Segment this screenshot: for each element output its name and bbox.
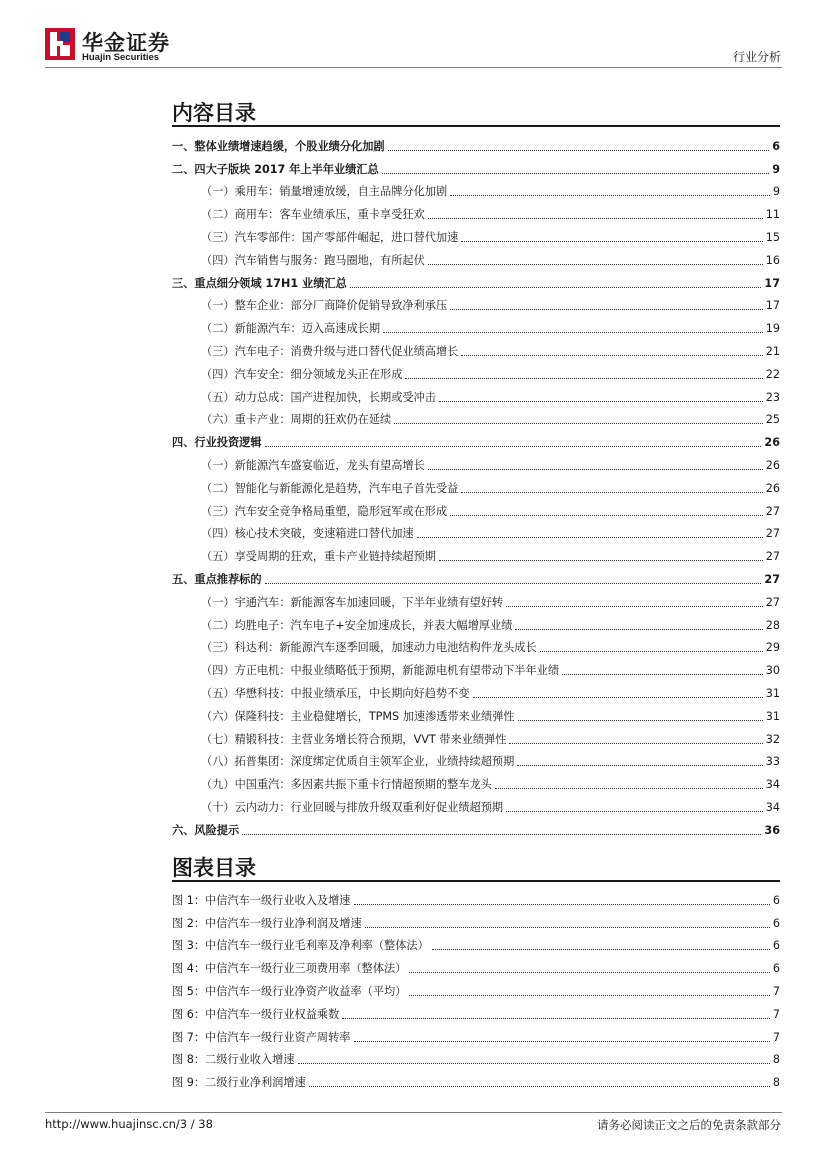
dot-leader <box>428 264 763 265</box>
toc-entry-label: （五）动力总成：国产进程加快，长期或受冲击 <box>201 390 436 404</box>
toc-entry-label: （一）新能源汽车盛宴临近，龙头有望高增长 <box>201 458 425 472</box>
toc-entry-label: （五）华懋科技：中报业绩承压，中长期向好趋势不变 <box>201 686 470 700</box>
dot-leader <box>450 309 763 310</box>
toc-entry-page: 27 <box>765 504 780 518</box>
toc-entry-label: （七）精锻科技：主营业务增长符合预期，VVT 带来业绩弹性 <box>201 732 507 746</box>
toc-entry-label: （五）享受周期的狂欢，重卡产业链持续超预期 <box>201 550 436 564</box>
toc-entry-label: （四）核心技术突破，变速箱进口替代加速 <box>201 527 414 541</box>
dot-leader <box>495 788 763 789</box>
dot-leader <box>515 629 762 630</box>
dot-leader <box>265 446 762 447</box>
toc-entry-page: 25 <box>765 413 780 427</box>
toc-entry-label: （二）均胜电子：汽车电子+安全加速成长，并表大幅增厚业绩 <box>201 618 513 632</box>
toc-entry-label: （二）智能化与新能源化是趋势，汽车电子首先受益 <box>201 481 459 495</box>
toc-entry-page: 26 <box>764 436 780 450</box>
toc-entry[interactable] <box>172 313 780 336</box>
dot-leader <box>409 995 769 996</box>
toc-entry-page: 28 <box>765 618 780 632</box>
dot-leader <box>354 1041 770 1042</box>
toc-entry[interactable] <box>172 678 780 701</box>
dot-leader <box>540 651 763 652</box>
toc-entry-page: 19 <box>765 322 780 336</box>
toc-entry-page: 6 <box>772 139 780 153</box>
footer-disclaimer: 请务必阅读正文之后的免责条款部分 <box>597 1118 781 1132</box>
toc-entry[interactable] <box>172 769 780 792</box>
figure-entry-label: 图 1：中信汽车一级行业收入及增速 <box>172 893 351 907</box>
figures-title: 图表目录 <box>172 856 256 880</box>
toc-entry-label: （六）重卡产业：周期的狂欢仍在延续 <box>201 413 392 427</box>
toc-entry[interactable] <box>172 564 780 587</box>
report-type: 行业分析 <box>732 50 781 64</box>
toc-entry-label: 二、四大子版块 2017 年上半年业绩汇总 <box>172 162 379 176</box>
figure-entry-label: 图 2：中信汽车一级行业净利润及增速 <box>172 916 362 930</box>
dot-leader <box>388 150 770 151</box>
toc-entry-label: 五、重点推荐标的 <box>172 572 262 586</box>
toc-entry[interactable] <box>172 541 780 564</box>
huajin-logo-icon <box>45 28 75 60</box>
toc-entry-page: 34 <box>765 778 780 792</box>
toc-entry-label: （一）整车企业：部分厂商降价促销导致净利承压 <box>201 299 448 313</box>
figure-entry-page: 6 <box>772 962 780 976</box>
toc-entry-label: （二）新能源汽车：迈入高速成长期 <box>201 322 381 336</box>
dot-leader <box>342 1018 770 1019</box>
dot-leader <box>461 241 762 242</box>
toc-entry-page: 26 <box>765 458 780 472</box>
toc-entry-page: 31 <box>765 686 780 700</box>
toc-entry-label: （三）汽车安全竞争格局重塑，隐形冠军或在形成 <box>201 504 448 518</box>
toc-entry[interactable] <box>172 291 780 314</box>
toc-entry[interactable] <box>172 154 780 177</box>
toc-entry-page: 22 <box>765 367 780 381</box>
figure-entry[interactable] <box>172 1067 780 1090</box>
toc-entry-page: 15 <box>765 230 780 244</box>
toc-entry-label: （四）汽车安全：细分领域龙头正在形成 <box>201 367 403 381</box>
toc-entry-label: 一、整体业绩增速趋缓，个股业绩分化加剧 <box>172 139 385 153</box>
toc-title: 内容目录 <box>172 101 256 125</box>
toc-entry-label: （十）云内动力：行业回暖与排放升级双重利好促业绩超预期 <box>201 800 504 814</box>
toc-entry[interactable] <box>172 222 780 245</box>
toc-list <box>172 131 780 838</box>
toc-entry-page: 26 <box>765 481 780 495</box>
figure-entry-label: 图 7：中信汽车一级行业资产周转率 <box>172 1030 351 1044</box>
page-header <box>0 0 827 70</box>
figure-entry[interactable] <box>172 908 780 931</box>
figure-entry-page: 7 <box>772 984 780 998</box>
toc-entry[interactable] <box>172 382 780 405</box>
figure-entry-page: 6 <box>772 916 780 930</box>
toc-entry-label: 四、行业投资逻辑 <box>172 436 262 450</box>
figure-entry-page: 8 <box>772 1053 780 1067</box>
dot-leader <box>428 469 763 470</box>
toc-entry-page: 27 <box>765 550 780 564</box>
toc-entry-label: （三）科达利：新能源汽车逐季回暖，加速动力电池结构件龙头成长 <box>201 641 537 655</box>
dot-leader <box>394 423 763 424</box>
toc-entry[interactable] <box>172 587 780 610</box>
toc-entry-page: 34 <box>765 800 780 814</box>
dot-leader <box>506 606 763 607</box>
toc-entry-page: 23 <box>765 390 780 404</box>
toc-entry-label: （四）汽车销售与服务：跑马圈地，有所起伏 <box>201 253 425 267</box>
toc-entry-label: （三）汽车零部件：国产零部件崛起，进口替代加速 <box>201 230 459 244</box>
toc-entry-page: 36 <box>764 823 780 837</box>
toc-entry-page: 33 <box>765 755 780 769</box>
dot-leader <box>473 697 763 698</box>
toc-entry[interactable] <box>172 268 780 291</box>
toc-entry-label: 六、风险提示 <box>172 823 240 837</box>
toc-entry-page: 17 <box>765 299 780 313</box>
figure-entry[interactable] <box>172 999 780 1022</box>
toc-entry[interactable] <box>172 655 780 678</box>
figure-entry-label: 图 9：二级行业净利润增速 <box>172 1076 306 1090</box>
header-divider <box>45 67 782 68</box>
dot-leader <box>265 583 762 584</box>
toc-entry[interactable] <box>172 496 780 519</box>
brand-name-cn: 华金证券 <box>82 31 170 55</box>
dot-leader <box>509 743 762 744</box>
toc-entry[interactable] <box>172 815 780 838</box>
toc-entry-label: （一）乘用车：销量增速放缓，自主品牌分化加剧 <box>201 185 448 199</box>
dot-leader <box>506 811 763 812</box>
dot-leader <box>309 1086 770 1087</box>
figures-title-rule <box>172 880 780 882</box>
dot-leader <box>298 1063 770 1064</box>
dot-leader <box>428 218 763 219</box>
toc-entry[interactable] <box>172 199 780 222</box>
toc-entry-label: （六）保隆科技：主业稳健增长，TPMS 加速渗透带来业绩弹性 <box>201 709 515 723</box>
figure-entry[interactable] <box>172 1022 780 1045</box>
dot-leader <box>517 765 762 766</box>
figure-entry-label: 图 8：二级行业收入增速 <box>172 1053 295 1067</box>
toc-entry-label: （九）中国重汽：多因素共振下重卡行情超预期的整车龙头 <box>201 778 492 792</box>
toc-entry[interactable] <box>172 336 780 359</box>
dot-leader <box>518 720 763 721</box>
figure-entry[interactable] <box>172 976 780 999</box>
dot-leader <box>450 515 763 516</box>
figure-entry[interactable] <box>172 885 780 908</box>
dot-leader <box>354 904 770 905</box>
figure-entry[interactable] <box>172 953 780 976</box>
toc-entry-page: 9 <box>772 185 780 199</box>
dot-leader <box>562 674 763 675</box>
figure-entry-page: 7 <box>772 1007 780 1021</box>
toc-entry[interactable] <box>172 633 780 656</box>
toc-entry-label: （一）宇通汽车：新能源客车加速回暖，下半年业绩有望好转 <box>201 595 504 609</box>
toc-entry-label: 三、重点细分领域 17H1 业绩汇总 <box>172 276 347 290</box>
figure-entry-label: 图 4：中信汽车一级行业三项费用率（整体法） <box>172 962 407 976</box>
toc-entry-page: 32 <box>765 732 780 746</box>
dot-leader <box>417 537 763 538</box>
toc-entry[interactable] <box>172 610 780 633</box>
figure-entry-page: 6 <box>772 893 780 907</box>
dot-leader <box>365 927 770 928</box>
dot-leader <box>439 560 763 561</box>
figures-list <box>172 885 780 1090</box>
figure-entry[interactable] <box>172 1045 780 1068</box>
toc-entry[interactable] <box>172 701 780 724</box>
dot-leader <box>350 287 762 288</box>
toc-title-rule <box>172 125 780 127</box>
figure-entry-page: 8 <box>772 1076 780 1090</box>
toc-entry[interactable] <box>172 473 780 496</box>
dot-leader <box>382 173 769 174</box>
toc-entry[interactable] <box>172 177 780 200</box>
toc-entry[interactable] <box>172 245 780 268</box>
dot-leader <box>461 492 762 493</box>
toc-entry[interactable] <box>172 747 780 770</box>
dot-leader <box>242 834 761 835</box>
toc-entry-label: （八）拓普集团：深度绑定优质自主领军企业，业绩持续超预期 <box>201 755 515 769</box>
figure-entry-label: 图 3：中信汽车一级行业毛利率及净利率（整体法） <box>172 939 429 953</box>
figure-entry[interactable] <box>172 931 780 954</box>
footer-divider <box>45 1112 782 1113</box>
dot-leader <box>409 972 769 973</box>
toc-entry-page: 16 <box>765 253 780 267</box>
toc-entry[interactable] <box>172 519 780 542</box>
dot-leader <box>439 401 763 402</box>
toc-entry-page: 27 <box>764 572 780 586</box>
toc-entry-page: 29 <box>765 641 780 655</box>
figure-entry-label: 图 5：中信汽车一级行业净资产收益率（平均） <box>172 984 407 998</box>
brand-name-en: Huajin Securities <box>82 52 160 63</box>
toc-entry-page: 11 <box>765 208 780 222</box>
toc-entry-label: （三）汽车电子：消费升级与进口替代促业绩高增长 <box>201 344 459 358</box>
figure-entry-page: 6 <box>772 939 780 953</box>
toc-entry-label: （二）商用车：客车业绩承压，重卡享受狂欢 <box>201 208 425 222</box>
toc-entry-page: 17 <box>764 276 780 290</box>
toc-entry[interactable] <box>172 792 780 815</box>
dot-leader <box>432 949 770 950</box>
toc-entry[interactable] <box>172 359 780 382</box>
figure-entry-page: 7 <box>772 1030 780 1044</box>
toc-entry-page: 9 <box>772 162 780 176</box>
toc-entry[interactable] <box>172 724 780 747</box>
toc-entry[interactable] <box>172 450 780 473</box>
figure-entry-label: 图 6：中信汽车一级行业权益乘数 <box>172 1007 340 1021</box>
toc-entry[interactable] <box>172 405 780 428</box>
toc-entry[interactable] <box>172 131 780 154</box>
dot-leader <box>405 378 762 379</box>
toc-entry-page: 27 <box>765 527 780 541</box>
toc-entry[interactable] <box>172 427 780 450</box>
toc-entry-page: 21 <box>765 344 780 358</box>
toc-entry-page: 27 <box>765 595 780 609</box>
toc-entry-label: （四）方正电机：中报业绩略低于预期，新能源电机有望带动下半年业绩 <box>201 664 560 678</box>
dot-leader <box>461 355 762 356</box>
toc-entry-page: 31 <box>765 709 780 723</box>
toc-entry-page: 30 <box>765 664 780 678</box>
dot-leader <box>383 332 763 333</box>
footer-url: http://www.huajinsc.cn/3 / 38 <box>45 1117 213 1131</box>
dot-leader <box>450 195 770 196</box>
